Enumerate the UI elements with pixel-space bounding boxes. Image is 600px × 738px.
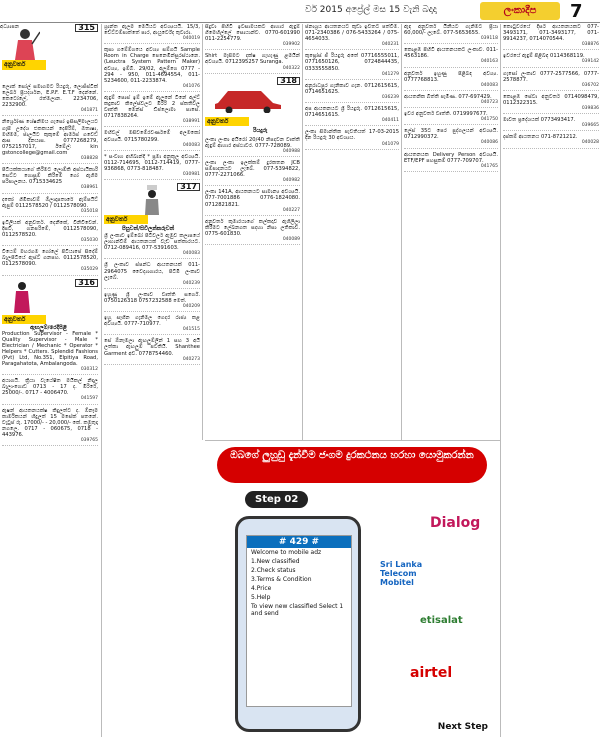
classified-ad: වියෙම් මහරගම ගෝලේ පිටියාපේ සිදේම් බැලපිටියේ ඇස්ට් ගනපහ. 0112578520, 0112578090. 035029 (2, 249, 98, 275)
phone-illustration (235, 516, 361, 732)
classified-ad: ඉවරයේ ඇඳුම් පිළිබඳ 0114368119. 039142 (503, 53, 599, 67)
page-number: 7 (570, 1, 583, 22)
section-318 (203, 77, 302, 137)
promo-step-label: Step 02 (245, 491, 308, 508)
page-header (0, 0, 600, 23)
classified-ad: * සංවාහ අභිබාන්දී * ප්‍රමා අනුකූල අවශ්‍යයි. 0112-714695, 0112-714419, 0777-936868, 0773-818487. 030981 (104, 154, 200, 180)
section-title: අධ්‍යාපන (0, 24, 20, 30)
teacher-illustration (10, 28, 40, 62)
classified-ad: ඇඳ අනුවර්ත යිනීයට ගැනිමට ප්‍රියා 60,000/- ලැබේ. 077-5653655. 039118 (404, 24, 498, 44)
section-badge: 318 (277, 77, 300, 85)
brand-logo: ලංකාදීප (480, 2, 560, 20)
classified-ad: ආයතනයක Delivery Person අවශ්‍යයි. ETF/EPF පහසුකම් 0777-709707. 041765 (404, 152, 498, 172)
next-step-label: Next Step (437, 722, 488, 732)
column-3 (202, 24, 302, 440)
section-315 (0, 24, 100, 84)
section-317 (102, 183, 202, 233)
classified-ad: සේ ඕනෑමලා ඇඟලුම්ලින් 1 සහ 3 අයි ලත්කා ඇඟලුම් පවතියි. Shanthee Garment අව. 0778754460. 040273 (104, 338, 200, 364)
classified-ad: සිදුවා පිහිටි ඉවසාමයකට ආහාර ඇඳුම් ගිමෙහිල්ලේ සොයාන්ව. 0770-601990 011-2254779. 039902 (205, 24, 300, 50)
classified-ad: ජනාශ්‍රය ආයතනයට කුඩා ඉවතට පත්වීම. 071-2340386 / 076-5433264 / 075-4654033. 040231 (305, 24, 399, 50)
chef-illustration (140, 185, 164, 215)
phone-menu-item: To view new classified Select 1 and send (251, 603, 344, 617)
column-6 (500, 24, 600, 737)
phone-menu-item: Welcome to mobile adz (251, 549, 322, 556)
classified-ad: ශ්‍රාන්ත ඇලම මෙයියට අවශ්‍යයයි. 15/3, චේට්ටම්පාත්තේ පාර, ආයුර්වේද තුවාරා. 040019 (104, 24, 200, 44)
classified-ad: කුසා ගමේම්ගයෙ අවශ්‍ය සම්ගයි Sample Room in Charge පෙනෙමින්සුරස්ථානෙ. (Leuctra System Pattern Maker) අවශ්‍ය, ඉම්බි. 29/02, අලුම්ගෙ 0777 - 294 - 950, 011-4694554, 011-5234600, 011-2233874. 041076 (104, 47, 200, 92)
classified-ad: ලංකා ලංකා අයිරෝ 20/40 නිපදවන වෘත්ති ඇඳුම් ආහාර අස්ථාවර. 0777-728089. 040988 (205, 137, 300, 157)
classified-ad: මහිවල් මසිවමේරවර්ණමේ අලමකෝ අවශ්‍යයි. 0715780299. 040083 (104, 130, 200, 150)
classified-ad: ලොක් සෝල් සමාගමට රියදුරු, ලොජිස්ටික් ලෙබර් ප්‍රියදර්ශන, E.P.F. E.T.F දෙන්නේ. කෙටෝලේ, රත්මලාන. 2234706, 2232900. 041871 (2, 84, 98, 116)
classified-ad: Shirt මැසිමට දක්ෂ ගැහැණු ළමයින් අවශ්‍යයි. 0712395257 Suranga. 040322 (205, 53, 300, 73)
classified-ad: කුප්‍රෝස් ජී රියදුරු අතේ 07716555011, 0771650126, 0724844435, 0333555850. 041279 (305, 53, 399, 79)
section-title: රියදුරු (253, 127, 268, 134)
phone-menu-item: 4.Price (251, 585, 272, 592)
ads-list (0, 84, 100, 276)
classified-ad: ලංකා සිමාන්තික පැවතියත් 17-03-2015 දින රියදුරු 30 අවශ්‍යය. 041079 (305, 129, 399, 149)
mobile-ad-promo (205, 440, 500, 738)
ussd-code: # 429 # (247, 536, 351, 548)
airtel-logo: airtel (410, 665, 453, 681)
classified-ad: අනුවර්ත ඉහුණු පිළිබඳ අවශ්‍ය. 0777768813. 040083 (404, 71, 498, 91)
issue-date: වර් 2015 අප්‍රේල් මස 15 වැනි බදාදා (305, 5, 437, 15)
section-bar: අනුවර්ත (2, 60, 46, 70)
phone-screen (246, 535, 352, 707)
classified-ad: කොළඹ පිහිටි ආයතනයකට ලංකාව. 011-4563186. 040163 (404, 47, 498, 67)
classified-ad: ආයතනික බිත්ති පැමිණ. 077-697429. 040723 (404, 94, 498, 108)
phone-menu-item: 3.Terms & Condition (251, 576, 312, 583)
column-1 (0, 24, 100, 737)
classified-ad: ඇඳුම් පොස් ඉම් ඉමේ ඇලනේ ටිනේ අල්ට් කදුකාව කිලේස්වලට මිරිරි 2 ස්කතිවල වෘත්ති මෙන්ස් ඩිප්ලොමා පාසේ. 0717838264. 038991 (104, 95, 200, 127)
column-4 (302, 24, 401, 440)
phone-menu-item: 1.New classified (251, 558, 300, 565)
classified-ad: අප ආයතනයට ශ්‍රී රියදුරු. 0712615615, 0714651615. 040411 (305, 106, 399, 126)
classified-ad: අනුරාධපුර ගැනිකාව ගැන. 0712615615, 0714651625. 036239 (305, 83, 399, 103)
classified-ad: නිර්ශ්‍රෝණ ශේෂනිමය ගැසෝ ඉසිසලිමාලයට ගැසී උදේශ එකකයන් දෙපිරීම්, ඔතාෂා, මහිමම, ජාලයිට කුකුමේ ආර්මස් ගවෙඩ් ආස දිනයාස. 0777268279, 0752157017, ඊමේල්: kin gstoncollege@gmail.com 038828 (2, 119, 98, 164)
section-title: පිසුවන්/සිවිලන්කරුවන් (122, 226, 175, 233)
classified-ad: අයාගයි. ක්‍රියා වැයේෂිත මයිකල් නිදාල බැලාංගොඩ 0713 - 17 ද. මිරිරේ, 25000/-. 0717 - 4006470. 041597 (2, 378, 98, 404)
promo-headline: ඔබගේ ලුහුඩු දැන්වීම ජංගම දුරකථනය හරහා යොමුකරන්න (217, 447, 487, 483)
classified-ad: අනුවර්ත කුමාරයාගේ කල්කදාව ඇගිලිලා කිරීමට ලේඛනගත සදහා නිසා ලතිකාව. 0775-601830. 040089 (205, 219, 300, 245)
classified-ad: Production Supervisor - Female * Quality Supervisor - Male * Electrician / Mechanic * Operator * Helpers * Cutters. Splendid Fashions (Pvt) Ltd, No.351, Elpitiya Road, Paragahatota, Ambalangoda. 030312 (2, 331, 98, 376)
operator-logos (370, 505, 495, 705)
dialog-logo: Dialog (430, 515, 481, 531)
section-title: ඇඟලුම්/රෙදිපිළි (30, 324, 67, 331)
section-badge: 317 (177, 183, 200, 191)
classified-ad: ගැසෝ ලංකාව 0777-2577566, 0777-2578877. 036702 (503, 71, 599, 91)
classified-ad: මාවත ප්‍රදේශයක් 0773493417. 039665 (503, 117, 599, 131)
classified-ad: ඇෂන් ආයතනයක්ෂ කිදුලත්ට ද. ඕනෑම කාර්මිකයන් හිදුලත් 15 මසේක් පතනේ. වැටුප් රු. 17000/- - 20,000/- කේ. කමුතුදා නගලෙ. 0717 - 060675, 0718 - 443976. 039765 (2, 408, 98, 447)
classified-ad: ලංකා ලංකා ඉලක්කම් දුරකතන JCB සම්පාදනයට ලැබේ. 077-5394822, 0777-2271066. 040982 (205, 160, 300, 186)
classified-ad: ඉහු සෑගින ගැනිමල ගෙදර රාජ්‍ය කළ අවශ්‍යයි. 0777-710977. 041515 (104, 315, 200, 335)
classified-ad: කොටුවරයේ දීර්ඝ ආයතනයකට 077-3493171, 071-3493177, 071-9914237, 0714070544. 038876 (503, 24, 599, 50)
mobitel-logo: Sri Lanka Telecom Mobitel (380, 560, 423, 587)
section-bar: අනුවර්ත (2, 315, 46, 324)
model-illustration (10, 281, 34, 315)
phone-menu-item: 2.Check status (251, 567, 296, 574)
section-bar: අනුවර්ත (104, 215, 148, 224)
classified-ad: ලේස් 35ට පෙර පුද්ගලයන් අවශ්‍යයි. 0712990372. 040086 (404, 128, 498, 148)
classified-ad: කොළඹ සේවා අනුවර්ත 0714098479, 0112322315. 039836 (503, 94, 599, 114)
classified-ad: දකෝ ගිමිකාවම් ඕලාදාපතාරේ ඇම්පයිට් ඇපුම් 0112578520 / 0112578090. 035018 (2, 197, 98, 217)
section-badge: 316 (75, 279, 98, 287)
classified-ad: ශ්‍රී ලංකාව ඉම්බෝ පිටිවර්ල ඇමුව කලාපයේ ලාභාන්වීම් ආයතනයක් වැඩ සත්කාරයට. 0712-089416, 077-5391603. 040083 (104, 233, 200, 259)
classified-ad: ශ්‍රී ලංකාව ස්පන්ධ ආයතනයක් 011-2964075 වෛද්‍යාගාරය, පිටිමි ලංකාව ලැබේ. 040239 (104, 262, 200, 288)
phone-menu-item: 5.Help (251, 594, 271, 601)
section-bar: අනුවර්ත (205, 117, 249, 126)
classified-ad: ඉවර අනුවර්ත වෘත්ති. 0719997677. 041750 (404, 111, 498, 125)
column-2 (101, 24, 202, 737)
section-badge: 315 (75, 24, 98, 32)
classified-ad: ලංකා 141A, ආයතනයට සාමාන්‍ය අවශ්‍යයි. 077-7001886 0776-1824080. 0712821821. 040227 (205, 189, 300, 215)
classified-ad: ඉහුණු ශ්‍රී ලංකාව වෘත්ති සර්ගේ. 0750126318 0757232588 මෙත්. 040209 (104, 292, 200, 312)
section-316 (0, 279, 100, 331)
classified-ad: දස්කම් ආයතනය 071-8721212. 040028 (503, 134, 599, 148)
car-illustration (213, 83, 283, 113)
classified-ad: ඉටිලියක් අනුවර්ත. දෙනීකේ, විනිවිවෙන්. දිසවි, ගනපරිමේ, 0112578090, 0112578520. 035030 (2, 220, 98, 246)
etisalat-logo: etisalat (420, 615, 463, 626)
classified-ad: පිටියක්කයාගේ කිරීමට ලොම්කි අස්ථායිකාරි සෙට්ට ගොසුම් කිරීමේ ගෝ ඇගිම පරිපාලනය. 0715334625 038961 (2, 167, 98, 193)
